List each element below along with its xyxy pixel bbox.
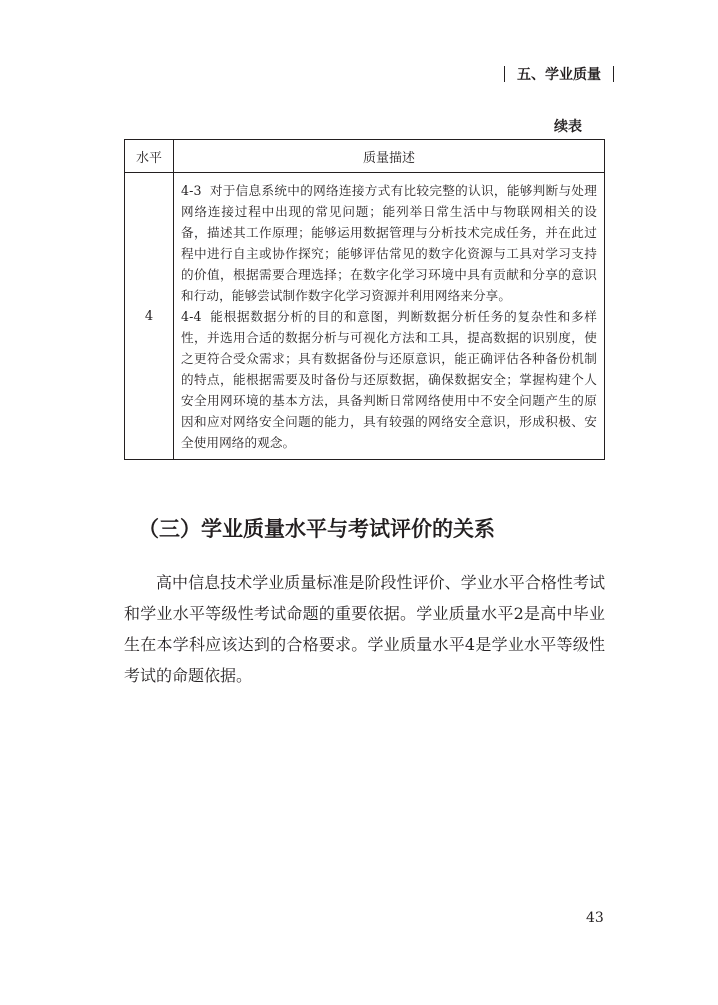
description-item bbox=[181, 180, 597, 306]
item-code: 4-4 bbox=[181, 309, 202, 324]
table-header-row bbox=[125, 140, 605, 173]
level-cell: 4 bbox=[125, 173, 174, 460]
description-cell bbox=[174, 173, 605, 460]
header-divider-left bbox=[504, 66, 505, 82]
header-section-title: 五、学业质量 bbox=[517, 67, 601, 83]
table-continued-label: 续表 bbox=[554, 119, 582, 135]
item-text: 能根据数据分析的目的和意图，判断数据分析任务的复杂性和多样性，并选用合适的数据分析与可视化方法和工具，提高数据的识别度，使之更符合受众需求；具有数据备份与还原意识，能正确评估各种备份机制的特点，能根据需要及时备份与还原数据，确保数据安全；掌握构建个人安全用网环境的基本方法，具备判断日常网络使用中不安全问题产生的原因和应对网络安全问题的能力，具有较强的网络安全意识，形成积极、安全使用网络的观念。 bbox=[181, 309, 597, 450]
table-row bbox=[125, 173, 605, 460]
level-column-header: 水平 bbox=[125, 140, 174, 173]
section-heading: （三）学业质量水平与考试评价的关系 bbox=[138, 516, 495, 541]
header-divider-right bbox=[613, 66, 614, 82]
item-code: 4-3 bbox=[181, 183, 202, 198]
item-text: 对于信息系统中的网络连接方式有比较完整的认识，能够判断与处理网络连接过程中出现的常见问题；能列举日常生活中与物联网相关的设备，描述其工作原理；能够运用数据管理与分析技术完成任务，并在此过程中进行自主或协作探究；能够评估常见的数字化资源与工具对学习支持的价值，根据需要合理选择；在数字化学习环境中具有贡献和分享的意识和行动，能够尝试制作数字化学习资源并利用网络来分享。 bbox=[181, 183, 597, 303]
description-column-header: 质量描述 bbox=[174, 140, 605, 173]
page-number: 43 bbox=[586, 910, 604, 926]
body-paragraph: 高中信息技术学业质量标准是阶段性评价、学业水平合格性考试和学业水平等级性考试命题的重要依据。学业质量水平2是高中毕业生在本学科应该达到的合格要求。学业质量水平4是学业水平等级性考试的命题依据。 bbox=[124, 573, 605, 685]
quality-table bbox=[124, 139, 605, 460]
description-item bbox=[181, 306, 597, 453]
running-header bbox=[492, 64, 626, 84]
